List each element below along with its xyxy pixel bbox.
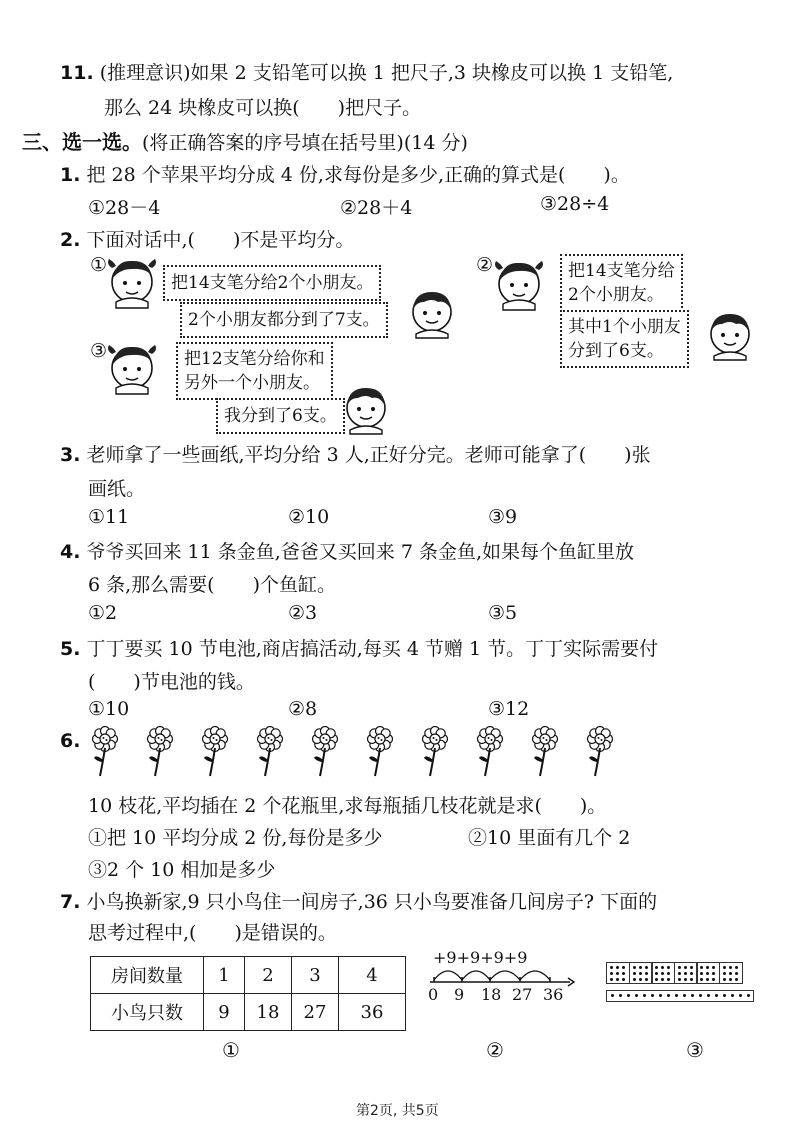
dialog-3-mark: ③ [90,340,108,362]
flowers-row [88,726,618,778]
question-4 [60,537,634,564]
flower-icon [198,726,232,778]
bubble-line: 另外一个小朋友。 [184,373,320,393]
jump-arc [490,971,520,980]
table-row [91,994,406,1031]
section-3-heading [22,126,468,155]
option-1: ①11 [88,506,130,528]
page-footer: 第2页, 共5页 [356,1103,439,1119]
question-number: 5. [60,638,81,660]
bubble-line: 其中1个小朋友 [568,317,681,337]
question-text: (推理意识)如果 2 支铅笔可以换 1 把尺子,3 块橡皮可以换 1 支铅笔, [99,62,674,84]
table-cell: 2 [245,957,292,994]
question-1 [60,160,630,187]
dialog-2-boy-bubble [560,310,689,368]
question-6-number [60,730,80,752]
tick-label: 27 [512,985,533,1004]
question-text: 爷爷买回来 11 条金鱼,爸爸又买回来 7 条金鱼,如果每个鱼缸里放 [86,541,635,563]
boy-avatar-icon [344,382,390,436]
dialog-3-girl-bubble [176,342,333,400]
dot-group [606,962,630,984]
table-cell: 房间数量 [91,957,204,994]
question-number: 4. [60,541,81,563]
option-3: ③12 [488,698,530,720]
dialog-1-boy-bubble: 2个小朋友都分到了7支。 [180,302,388,338]
question-11 [60,58,673,85]
question-7 [60,887,657,914]
question-text: 把 28 个苹果平均分成 4 份,求每份是多少,正确的算式是( )。 [86,164,630,186]
question-text: 下面对话中,( )不是平均分。 [86,229,355,251]
dialog-1-girl-bubble: 把14支笔分给2个小朋友。 [163,265,381,301]
diagram-label-2: ② [486,1038,504,1062]
dot-group [674,962,698,984]
dot-array-bottom [606,990,754,1002]
question-5-line2: ( )节电池的钱。 [88,671,255,693]
option-1: ①28－4 [88,197,161,219]
table-cell: 18 [245,994,292,1031]
dot-bar [606,990,754,1002]
table-row [91,957,406,994]
jump-labels [433,948,527,967]
bubble-line: 分到了6支。 [568,341,664,361]
option-2: ②8 [288,698,318,720]
table-cell: 3 [292,957,339,994]
dialog-2-girl-bubble [560,254,683,312]
girl-avatar-icon [108,256,158,310]
table-cell: 36 [339,994,406,1031]
question-number: 2. [60,229,81,251]
table-cell: 1 [204,957,245,994]
girl-avatar-icon [108,342,158,396]
jump-label: +9 [503,948,528,967]
section-title: 三、选一选。 [22,130,142,154]
jump-arc [520,971,550,980]
question-text: 丁丁要买 10 节电池,商店搞活动,每买 4 节赠 1 节。丁丁实际需要付 [86,638,659,660]
dot-group [651,962,675,984]
question-4-line2: 6 条,那么需要( )个鱼缸。 [88,574,336,596]
table-cell: 4 [339,957,406,994]
question-text: 小鸟换新家,9 只小鸟住一间房子,36 只小鸟要准备几间房子? 下面的 [86,891,658,913]
dot-array-top [606,962,741,989]
flower-icon [143,726,177,778]
table-cell: 27 [292,994,339,1031]
question-3-line2: 画纸。 [88,478,146,500]
flower-icon [418,726,452,778]
flower-icon [583,726,617,778]
jump-label: +9 [480,948,504,967]
dialog-2-mark: ② [476,254,494,276]
question-5 [60,634,658,661]
section-note: (将正确答案的序号填在括号里)(14 分) [142,132,468,154]
jump-label: +9 [433,948,457,967]
diagram-label-1: ① [222,1038,240,1062]
question-3 [60,440,651,467]
question-number: 3. [60,444,81,466]
question-2 [60,225,354,252]
option-3: ③5 [488,602,518,624]
jump-arc [434,971,462,980]
option-3: ③9 [488,506,518,528]
dialog-3-boy-bubble: 我分到了6支。 [216,398,345,434]
question-number: 6. [60,730,81,752]
question-text: 老师拿了一些画纸,平均分给 3 人,正好分完。老师可能拿了( )张 [86,444,651,466]
boy-avatar-icon [410,286,456,340]
tick-label: 18 [481,985,502,1004]
question-11-line2: 那么 24 块橡皮可以换( )把尺子。 [104,97,422,119]
jump-label: +9 [456,948,481,967]
option-3: ③2 个 10 相加是多少 [88,859,276,881]
dialog-1-mark: ① [90,254,108,276]
option-2: ②10 [288,506,330,528]
question-number: 7. [60,891,81,913]
flower-icon [253,726,287,778]
question-6-text: 10 枝花,平均插在 2 个花瓶里,求每瓶插几枝花就是求( )。 [88,795,607,817]
option-3: ③28÷4 [540,193,610,215]
diagram-label-3: ③ [686,1038,704,1062]
flower-icon [473,726,507,778]
tick-label: 36 [543,985,564,1004]
tick-label: 9 [454,985,465,1004]
tick-label: 0 [428,985,439,1004]
boy-avatar-icon [708,308,754,362]
bubble-line: 2个小朋友。 [568,285,664,305]
option-2: ②28＋4 [340,197,413,219]
option-1: ①10 [88,698,130,720]
option-1: ①2 [88,602,118,624]
flower-icon [528,726,562,778]
option-1: ①把 10 平均分成 2 份,每份是多少 [88,827,383,849]
jump-arc [462,971,490,980]
question-number: 1. [60,164,81,186]
question-number: 11. [60,62,94,84]
table-cell: 9 [204,994,245,1031]
girl-avatar-icon [495,258,545,312]
question-7-line2: 思考过程中,( )是错误的。 [88,922,337,944]
rooms-birds-table [90,956,406,1031]
bubble-line: 把12支笔分给你和 [184,349,325,369]
option-2: ②3 [288,602,318,624]
bubble-line: 把14支笔分给 [568,261,675,281]
flower-icon [308,726,342,778]
option-2: ②10 里面有几个 2 [468,827,631,849]
dot-group [719,962,743,984]
flower-icon [363,726,397,778]
dot-group [629,962,653,984]
flower-icon [88,726,122,778]
dot-group [696,962,720,984]
table-cell: 小鸟只数 [91,994,204,1031]
